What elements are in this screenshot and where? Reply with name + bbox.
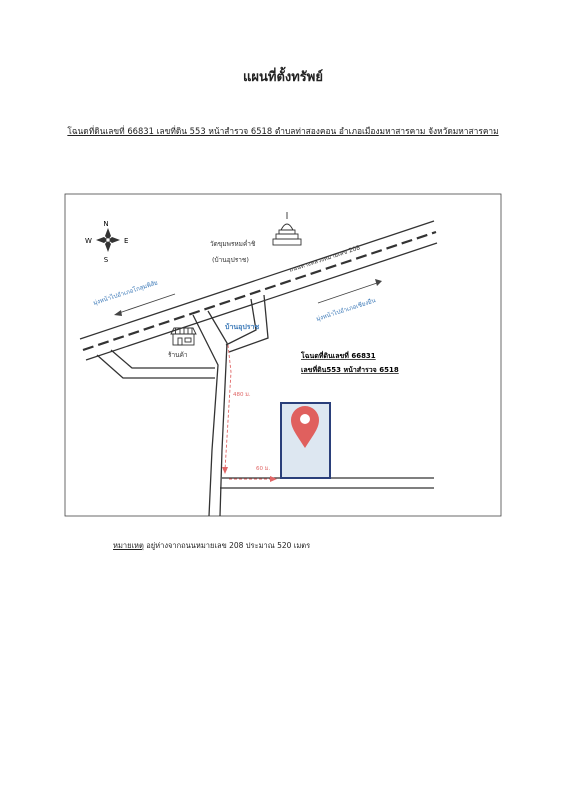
road-label: ถนนทางหลวงหมายเลข 208	[288, 244, 362, 274]
direction-right-label: มุ่งหน้าไปอำเภอเชียงยืน	[315, 297, 377, 323]
note-text: อยู่ห่างจากถนนหมายเลข 208 ประมาณ 520 เมตร	[143, 541, 311, 550]
note-label: หมายเหตุ	[113, 541, 144, 550]
temple-name: วัดขุมพรหมค่ำชิ	[210, 240, 256, 248]
parcel-number-label: เลขที่ดิน553 หน้าสำรวจ 6518	[301, 366, 399, 374]
compass-east: E	[124, 237, 129, 245]
page-title: แผนที่ตั้งทรัพย์	[243, 70, 323, 85]
compass-rose-icon	[96, 228, 120, 252]
compass-west: W	[85, 237, 92, 245]
temple-village: (บ้านอุปราช)	[212, 256, 249, 264]
distance-vertical-label: 480 ม.	[233, 392, 251, 398]
lower-road	[220, 478, 434, 488]
side-road-shop	[97, 350, 215, 378]
shop-label: ร้านค้า	[168, 351, 188, 359]
deed-subtitle: โฉนดที่ดินเลขที่ 66831 เลขที่ดิน 553 หน้าสำรวจ 6518 ตำบลท่าสองคอน อำเภอเมืองมหาสารคาม จังหวัดมหาสารคาม	[67, 126, 499, 136]
direction-left-label: มุ่งหน้าไปอำเภอโกสุมพิสัย	[92, 279, 159, 307]
distance-path	[222, 345, 277, 482]
deed-number-label: โฉนดที่ดินเลขที่ 66831	[301, 352, 376, 360]
compass-south: S	[103, 256, 109, 264]
distance-horizontal-label: 60 ม.	[256, 466, 271, 472]
map-note	[113, 540, 310, 552]
compass-north: N	[103, 220, 109, 228]
temple-icon	[273, 212, 301, 245]
village-label: บ้านอุปราช	[225, 323, 260, 331]
